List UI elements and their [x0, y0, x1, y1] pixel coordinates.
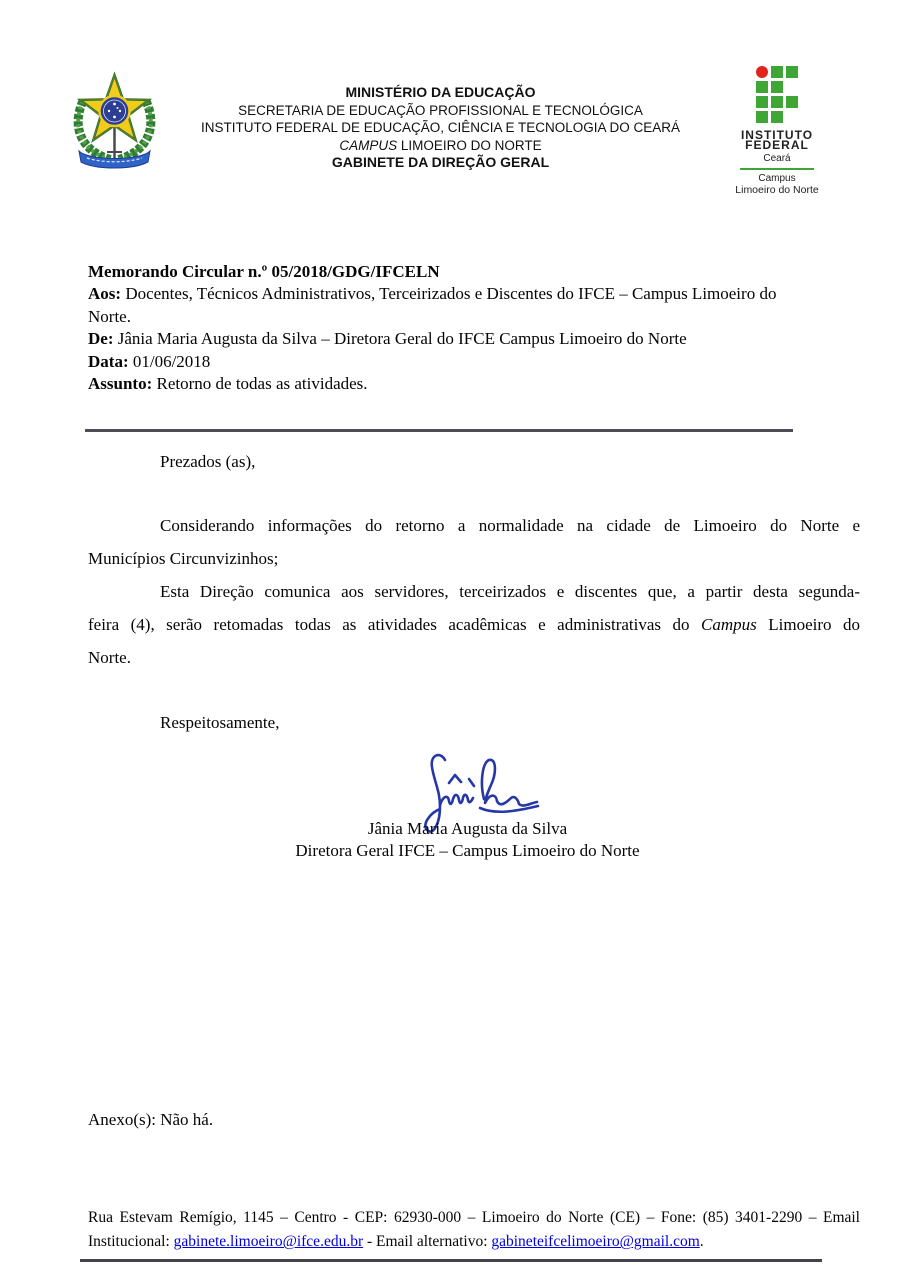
memo-from: De: Jânia Maria Augusta da Silva – Diretora Geral do IFCE Campus Limoeiro do Norte: [88, 329, 687, 349]
footer-rule: [80, 1259, 822, 1262]
memo-title: Memorando Circular n.º 05/2018/GDG/IFCELN: [88, 262, 440, 281]
footer: [88, 1206, 860, 1255]
institute-line: INSTITUTO FEDERAL DE EDUCAÇÃO, CIÊNCIA E TECNOLOGIA DO CEARÁ: [200, 120, 681, 136]
campus-line: CAMPUS LIMOEIRO DO NORTE: [339, 137, 542, 153]
signer-name: Jânia Maria Augusta da Silva: [367, 819, 568, 838]
if-logo-name1: INSTITUTO: [740, 128, 814, 142]
memo-meta: [88, 261, 863, 395]
footer-emails: Institucional: gabinete.limoeiro@ifce.edu.br - Email alternativo: gabineteifcelimoeiro@gmail.com.: [88, 1233, 704, 1251]
memo-body: [88, 445, 860, 739]
memo-subject: Assunto: Retorno de todas as atividades.: [88, 374, 368, 394]
memo-to: Aos: Docentes, Técnicos Administrativos, Terceirizados e Discentes do IFCE – Campus Limoeiro do: [88, 284, 777, 304]
ministry-line: MINISTÉRIO DA EDUCAÇÃO: [345, 84, 536, 100]
paragraph-2: Esta Direção comunica aos servidores, terceirizados e discentes que, a partir desta segunda- feira (4), serão retomadas todas as atividades acadêmicas e administrativas do Campus Limoeiro do Norte.: [88, 582, 861, 667]
secretariat-line: SECRETARIA DE EDUCAÇÃO PROFISSIONAL E TECNOLÓGICA: [238, 102, 643, 118]
salutation: Prezados (as),: [160, 452, 256, 471]
footer-address: Rua Estevam Remígio, 1145 – Centro - CEP: 62930-000 – Limoeiro do Norte (CE) – Fone: (85) 3401-2290 – Email: [88, 1209, 860, 1226]
if-logo-name2: FEDERAL: [745, 138, 809, 152]
memo-date: Data: 01/06/2018: [88, 351, 211, 371]
if-logo-icon: [756, 66, 798, 123]
ifce-logo: [731, 66, 823, 196]
if-logo-state: Ceará: [763, 153, 791, 164]
office-line: GABINETE DA DIREÇÃO GERAL: [331, 154, 550, 171]
section-divider: [85, 429, 793, 432]
signer-role: Diretora Geral IFCE – Campus Limoeiro do Norte: [295, 840, 640, 860]
closing: Respeitosamente,: [160, 713, 280, 732]
memo-to-cont: Norte.: [88, 306, 131, 326]
if-logo-campus-label: Campus: [758, 173, 796, 184]
institutional-email-link[interactable]: gabinete.limoeiro@ifce.edu.br: [173, 1233, 364, 1251]
signature-block: [200, 818, 735, 861]
document-header: [163, 84, 718, 172]
attachments-line: Anexo(s): Não há.: [88, 1110, 214, 1129]
paragraph-1: Considerando informações do retorno a normalidade na cidade de Limoeiro do Norte e Municípios Circunvizinhos;: [88, 516, 860, 568]
brazil-coat-of-arms-icon: [66, 63, 163, 173]
if-logo-rule: [740, 168, 814, 170]
if-logo-campus-name: Limoeiro do Norte: [735, 184, 819, 196]
alternative-email-link[interactable]: gabineteifcelimoeiro@gmail.com: [491, 1233, 700, 1251]
